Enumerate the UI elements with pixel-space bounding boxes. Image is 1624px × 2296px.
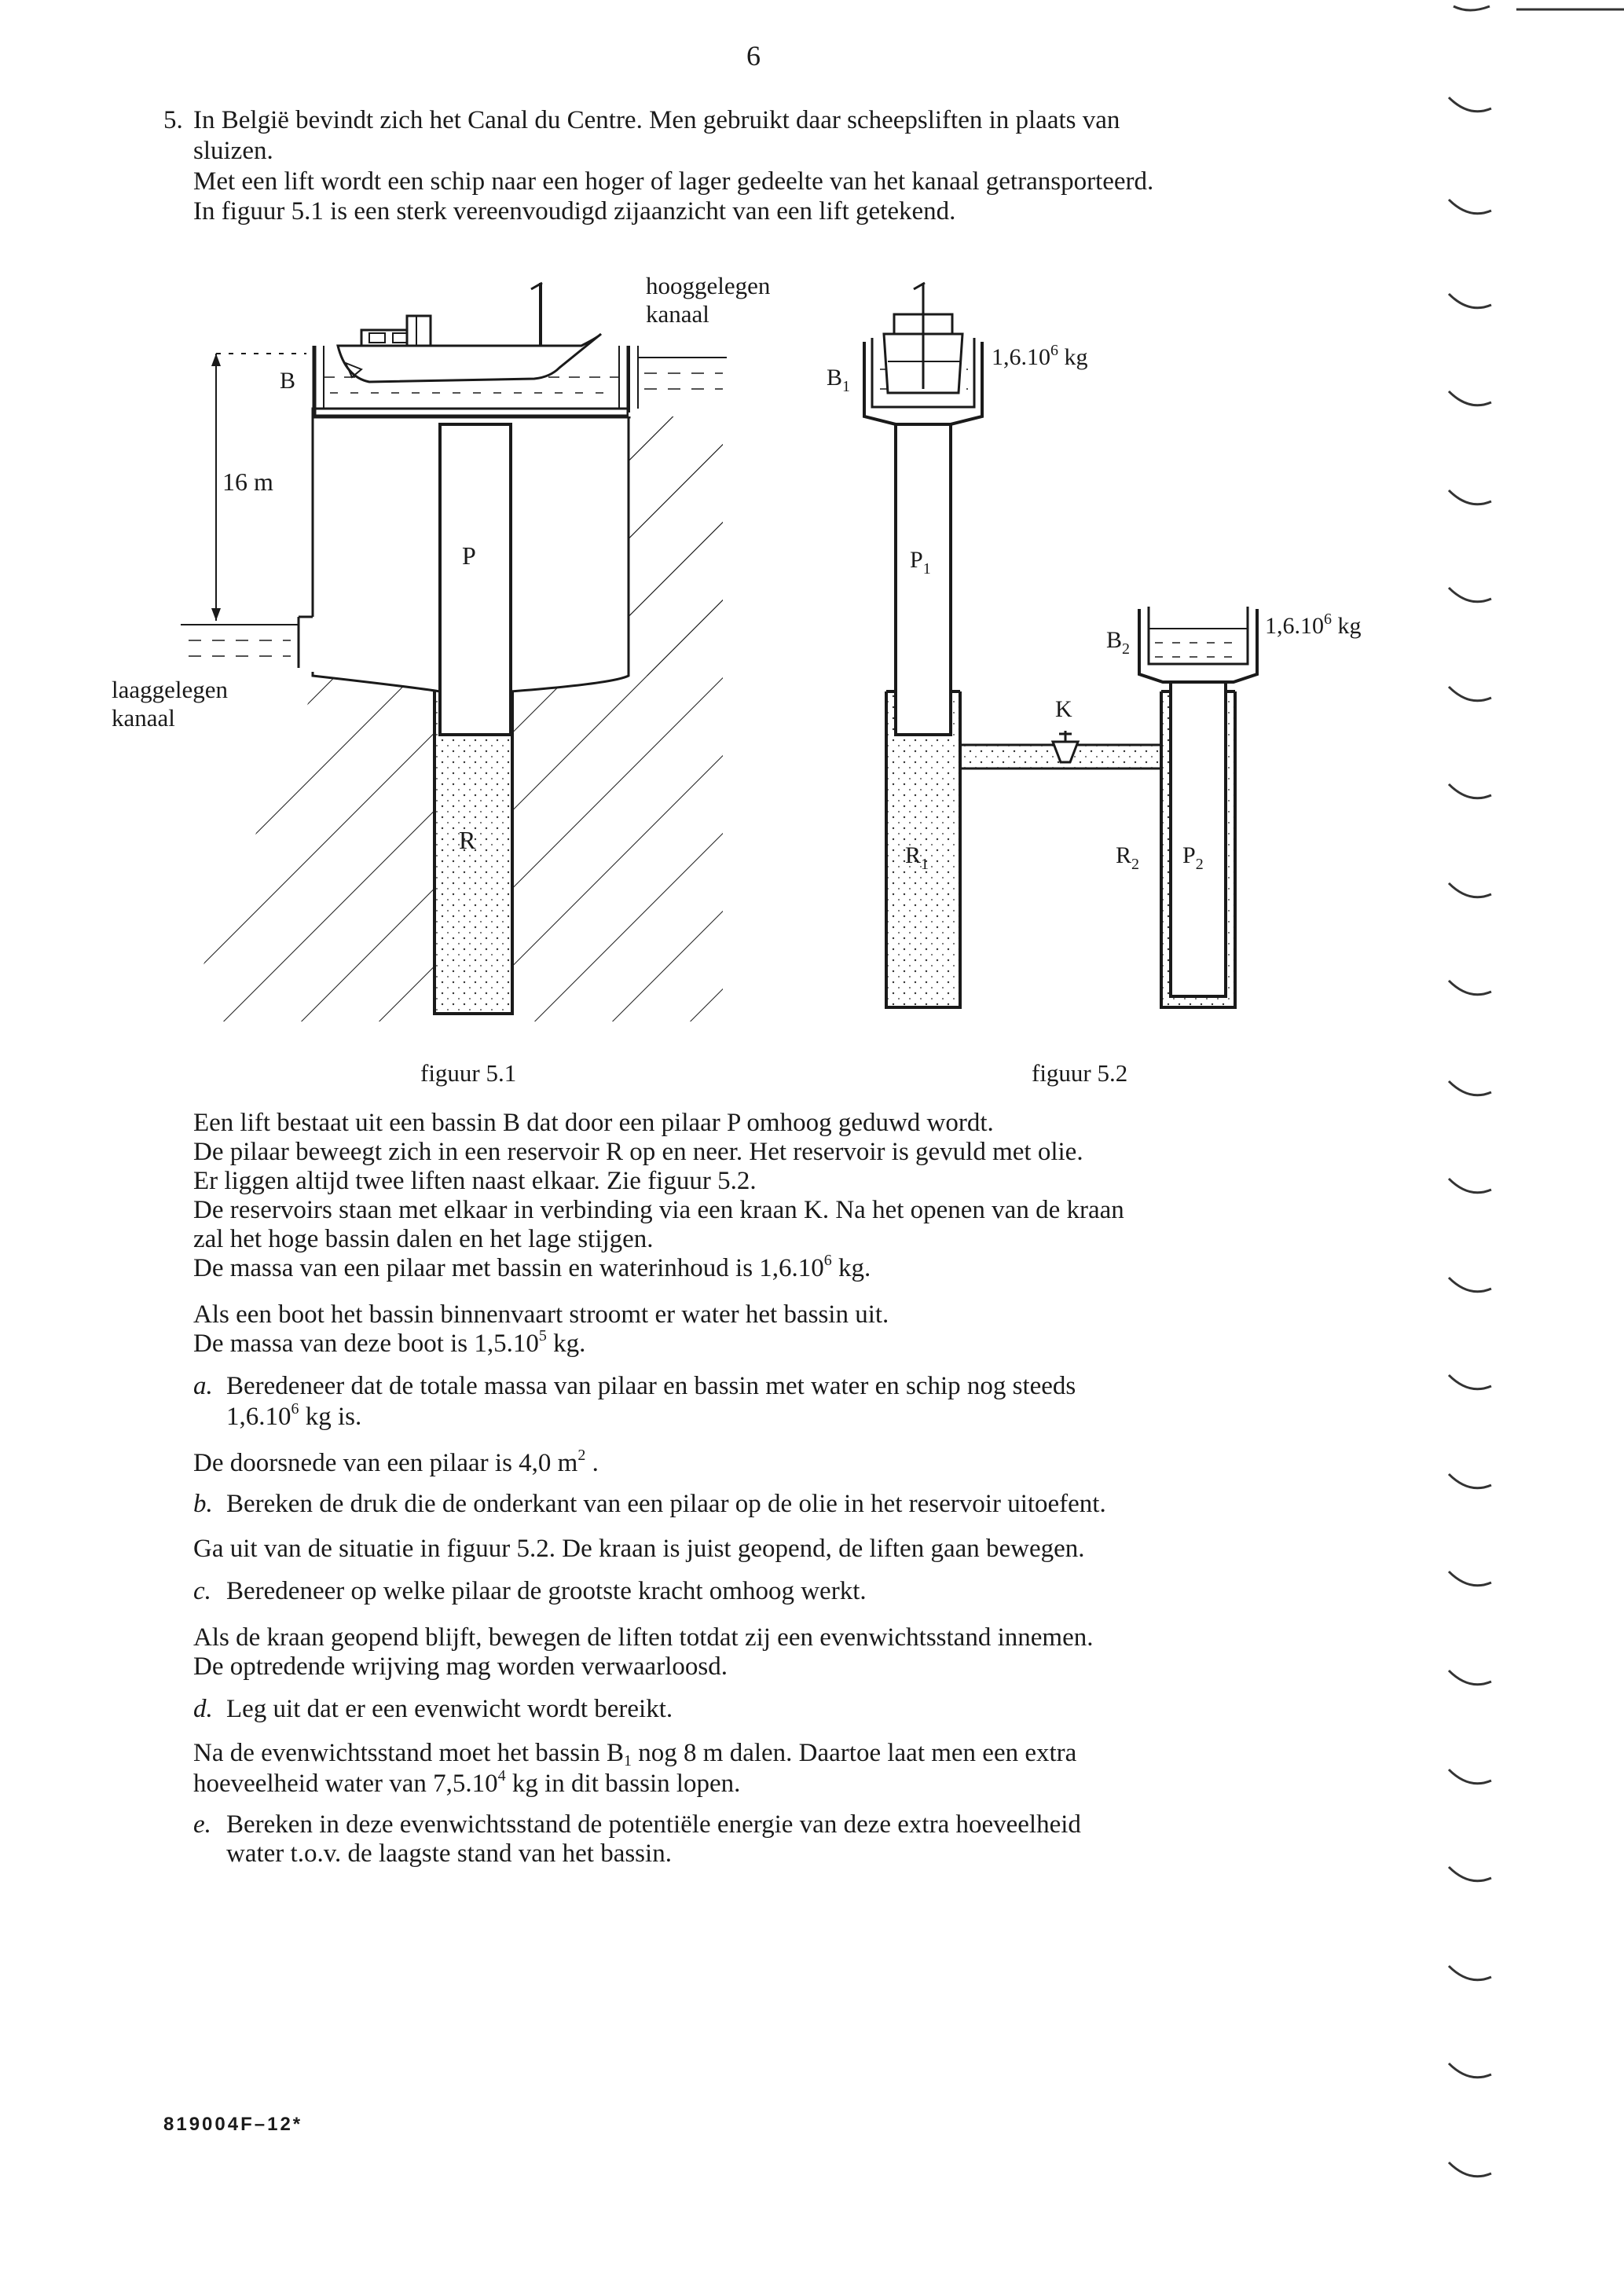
question-a: a. Beredeneer dat de totale massa van pilaar en bassin met water en schip nog steeds bbox=[193, 1372, 1076, 1400]
question-e-l2: water t.o.v. de laagste stand van het bassin. bbox=[226, 1839, 672, 1868]
pillar-p1 bbox=[896, 424, 951, 735]
body-p1-l6: De massa van een pilaar met bassin en waterinhoud is 1,6.10$^6$ kg. bbox=[193, 1252, 871, 1282]
pillar-p bbox=[440, 424, 511, 735]
label-basin-b: B bbox=[280, 368, 296, 394]
label-mass-2: 1,6.10$^6$ kg bbox=[1265, 611, 1362, 639]
footer-code: 819004F–12* bbox=[163, 2114, 303, 2135]
intro-line-3: Met een lift wordt een schip naar een hoger of lager gedeelte van het kanaal getransporteerd. bbox=[193, 167, 1154, 196]
label-p1: $P_1$ bbox=[910, 547, 931, 578]
body-p1-l4: De reservoirs staan met elkaar in verbinding via een kraan K. Na het openen van de kraan bbox=[193, 1196, 1124, 1224]
page-number: 6 bbox=[746, 40, 761, 72]
question-c: c. Beredeneer op welke pilaar de grootste kracht omhoog werkt. bbox=[193, 1577, 867, 1605]
body-p6-l1: Na de evenwichtsstand moet het bassin $B_1$ nog 8 m dalen. Daartoe laat men een extra bbox=[193, 1739, 1077, 1770]
label-height: 16 m bbox=[222, 468, 273, 496]
question-e: e. Bereken in deze evenwichtsstand de potentiële energie van deze extra hoeveelheid bbox=[193, 1810, 1081, 1839]
body-p1-l5: zal het hoge bassin dalen en het lage stijgen. bbox=[193, 1225, 654, 1253]
body-p1-l1: Een lift bestaat uit een bassin B dat door een pilaar P omhoog geduwd wordt. bbox=[193, 1109, 994, 1137]
body-p5-l2: De optredende wrijving mag worden verwaarloosd. bbox=[193, 1652, 728, 1681]
figure-5-2 bbox=[827, 283, 1362, 1007]
figure-5-2-caption: figuur 5.2 bbox=[1032, 1059, 1128, 1087]
body-p1-l3: Er liggen altijd twee liften naast elkaar. Zie figuur 5.2. bbox=[193, 1167, 757, 1195]
label-mass-1: 1,6.10$^6$ kg bbox=[992, 342, 1088, 370]
basin-b2 bbox=[1139, 607, 1257, 682]
intro-line-4: In figuur 5.1 is een sterk vereenvoudigd zijaanzicht van een lift getekend. bbox=[193, 197, 956, 226]
label-low-canal-2: kanaal bbox=[112, 704, 175, 732]
label-valve-k: K bbox=[1055, 696, 1072, 722]
label-r2: $R_2$ bbox=[1116, 842, 1140, 873]
body-p4: Ga uit van de situatie in figuur 5.2. De kraan is juist geopend, de liften gaan bewegen. bbox=[193, 1535, 1085, 1563]
label-low-canal-1: laaggelegen bbox=[112, 676, 229, 703]
body-p6-l2: hoeveelheid water van 7,5.10$^4$ kg in dit bassin lopen. bbox=[193, 1767, 741, 1798]
body-p2-l1: Als een boot het bassin binnenvaart stroomt er water het bassin uit. bbox=[193, 1300, 889, 1329]
question-d: d. Leg uit dat er een evenwicht wordt bereikt. bbox=[193, 1695, 673, 1723]
label-pillar-p: P bbox=[462, 541, 476, 570]
body-p3: De doorsnede van een pilaar is 4,0 $m^2$ . bbox=[193, 1447, 599, 1477]
intro-line-1: In België bevindt zich het Canal du Centre. Men gebruikt daar scheepsliften in plaats van bbox=[193, 106, 1120, 134]
figure-5-1-caption: figuur 5.1 bbox=[420, 1059, 517, 1087]
basin-b1 bbox=[864, 283, 982, 424]
figures bbox=[0, 0, 1624, 1116]
label-high-canal-1: hooggelegen bbox=[646, 272, 771, 299]
label-b2: $B_2$ bbox=[1106, 627, 1131, 658]
label-r1: $R_1$ bbox=[905, 842, 929, 873]
low-canal bbox=[181, 617, 314, 672]
label-b1: $B_1$ bbox=[827, 365, 851, 395]
body-p1-l2: De pilaar beweegt zich in een reservoir R op en neer. Het reservoir is gevuld met olie. bbox=[193, 1138, 1083, 1166]
question-number: 5. bbox=[163, 106, 183, 134]
label-reservoir-r: R bbox=[459, 826, 476, 854]
body-p5-l1: Als de kraan geopend blijft, bewegen de liften totdat zij een evenwichtsstand innemen. bbox=[193, 1623, 1094, 1652]
question-b: b. Bereken de druk die de onderkant van een pilaar op de olie in het reservoir uitoefent. bbox=[193, 1490, 1106, 1518]
reservoir-r1 bbox=[886, 691, 960, 1007]
figure-5-1 bbox=[112, 272, 771, 1021]
label-high-canal-2: kanaal bbox=[646, 300, 709, 328]
binding-holes bbox=[1438, 0, 1624, 2296]
boat-icon bbox=[338, 283, 601, 382]
boat-front-icon bbox=[884, 283, 962, 393]
intro-line-2: sluizen. bbox=[193, 137, 273, 165]
high-canal bbox=[629, 346, 727, 416]
pillar-p2 bbox=[1171, 682, 1226, 996]
label-p2: $P_2$ bbox=[1182, 842, 1204, 873]
body-p2-l2: De massa van deze boot is 1,5.10$^5$ kg. bbox=[193, 1327, 586, 1358]
question-a-l2: 1,6.10$^6$ kg is. bbox=[226, 1400, 362, 1431]
